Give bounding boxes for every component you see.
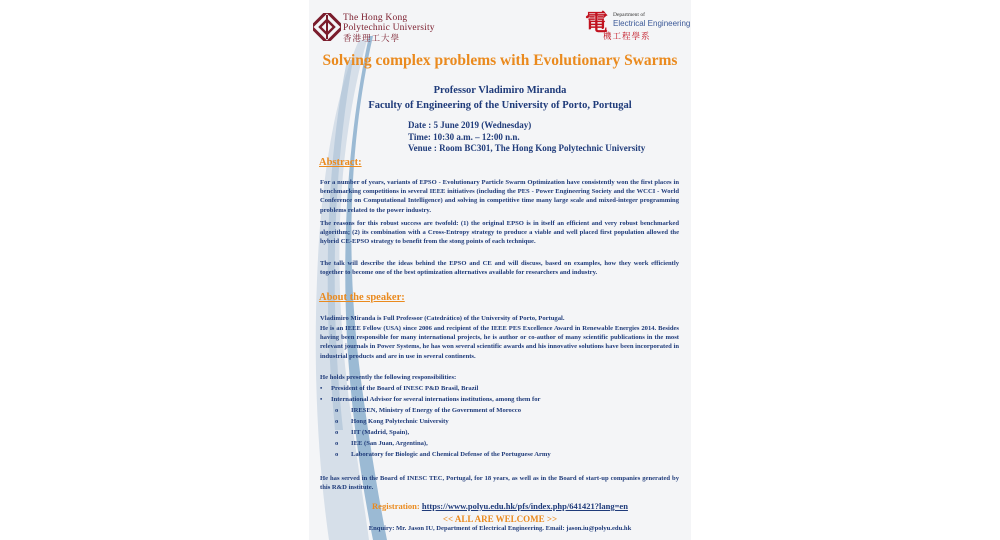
bullet-icon: • — [320, 385, 323, 392]
polyu-logo-icon — [313, 13, 341, 41]
abstract-heading: Abstract: — [319, 157, 362, 168]
university-name-chinese: 香港理工大學 — [343, 33, 401, 43]
list-item: o Hong Kong Polytechnic University — [335, 418, 449, 425]
circle-bullet-icon: o — [335, 418, 339, 425]
page-title: Solving complex problems with Evolutionary Swarms — [322, 52, 678, 69]
registration-label: Registration: — [372, 501, 420, 511]
enquiry-line: Enquiry: Mr. Jason IU, Department of Electrical Engineering. Email: jason.iu@polyu.edu.hk — [368, 525, 632, 532]
list-item: • President of the Board of INESC P&D Brasil, Brazil — [320, 385, 479, 392]
ee-logo-icon: 電 — [585, 10, 608, 35]
dept-label: Department of — [613, 12, 645, 18]
speaker-affiliation: Faculty of Engineering of the University of Porto, Portugal — [368, 100, 632, 111]
bio-paragraph-4: He has served in the Board of INESC TEC, Portugal, for 18 years, as well as in the Board of start-up companies generated by this R&D institute. — [320, 475, 679, 492]
registration-link[interactable]: https://www.polyu.edu.hk/pfs/index.php/641421?lang=en — [421, 501, 628, 511]
responsibilities-list — [320, 383, 679, 460]
speaker-name: Professor Vladimiro Miranda — [433, 85, 567, 96]
event-venue: Venue : Room BC301, The Hong Kong Polytechnic University — [408, 143, 646, 153]
circle-bullet-icon: o — [335, 407, 339, 414]
bio-paragraph-1: Vladimiro Miranda is Full Professor (Catedrático) of the University of Porto, Portugal. — [320, 315, 565, 322]
list-item: • International Advisor for several internations institutions, among them for — [320, 396, 541, 403]
about-speaker-heading: About the speaker: — [319, 292, 405, 303]
list-item: o Laboratory for Biologic and Chemical Defense of the Portuguese Army — [335, 451, 551, 458]
circle-bullet-icon: o — [335, 429, 339, 436]
event-time: Time: 10:30 a.m. – 12:00 n.n. — [408, 132, 520, 142]
welcome-banner: << ALL ARE WELCOME >> — [442, 514, 558, 524]
circle-bullet-icon: o — [335, 451, 339, 458]
bio-paragraph-3: He holds presently the following responsibilities: — [320, 374, 457, 381]
abstract-paragraph-1: For a number of years, variants of EPSO - Evolutionary Particle Swarm Optimization have consistently won the first places in benchmarking competitions in several IEEE initiatives (including the PES - Power Engineering Society and the WCCI - World Conference on Computational Intelligence) and solving in competitive time many large scale and mixed-integer programming problems related to the power industry. — [320, 179, 679, 214]
abstract-paragraph-2: The reasons for this robust success are twofold: (1) the original EPSO is in itself an efficient and very robust benchmarked algorithm; (2) its combination with a Cross-Entropy strategy to produce a viable and well placed first population allowed the hybrid CE-EPSO strategy to benefit from the stong points of each technique. — [320, 220, 679, 246]
circle-bullet-icon: o — [335, 440, 339, 447]
event-poster — [309, 0, 691, 540]
abstract-paragraph-3: The talk will describe the ideas behind the EPSO and CE and will discuss, based on examples, how they work efficiently together to become one of the best optimization alternatives available for researchers and industry. — [320, 260, 679, 277]
bullet-icon: • — [320, 396, 323, 403]
bio-paragraph-2: He is an IEEE Fellow (USA) since 2006 and recipient of the IEEE PES Excellence Award in Renewable Energies 2014. Besides having been responsible for many international projects, he is author or co-author of many scientific publications in the most relevant journals in Power Systems, he has won several scientific awards and his innovative solutions have been incorporated in industrial products and are in use in several continents. — [320, 325, 679, 360]
dept-name: Electrical Engineering — [613, 19, 691, 28]
university-name: The Hong Kong Polytechnic University — [343, 13, 435, 33]
event-date: Date : 5 June 2019 (Wednesday) — [408, 120, 532, 130]
dept-name-chinese: 機工程學系 — [603, 31, 651, 41]
list-item: o IEE (San Juan, Argentina), — [335, 440, 428, 447]
registration-line — [309, 501, 691, 511]
list-item: o IIT (Madrid, Spain), — [335, 429, 410, 436]
list-item: o IRESEN, Ministry of Energy of the Government of Morocco — [335, 407, 522, 414]
